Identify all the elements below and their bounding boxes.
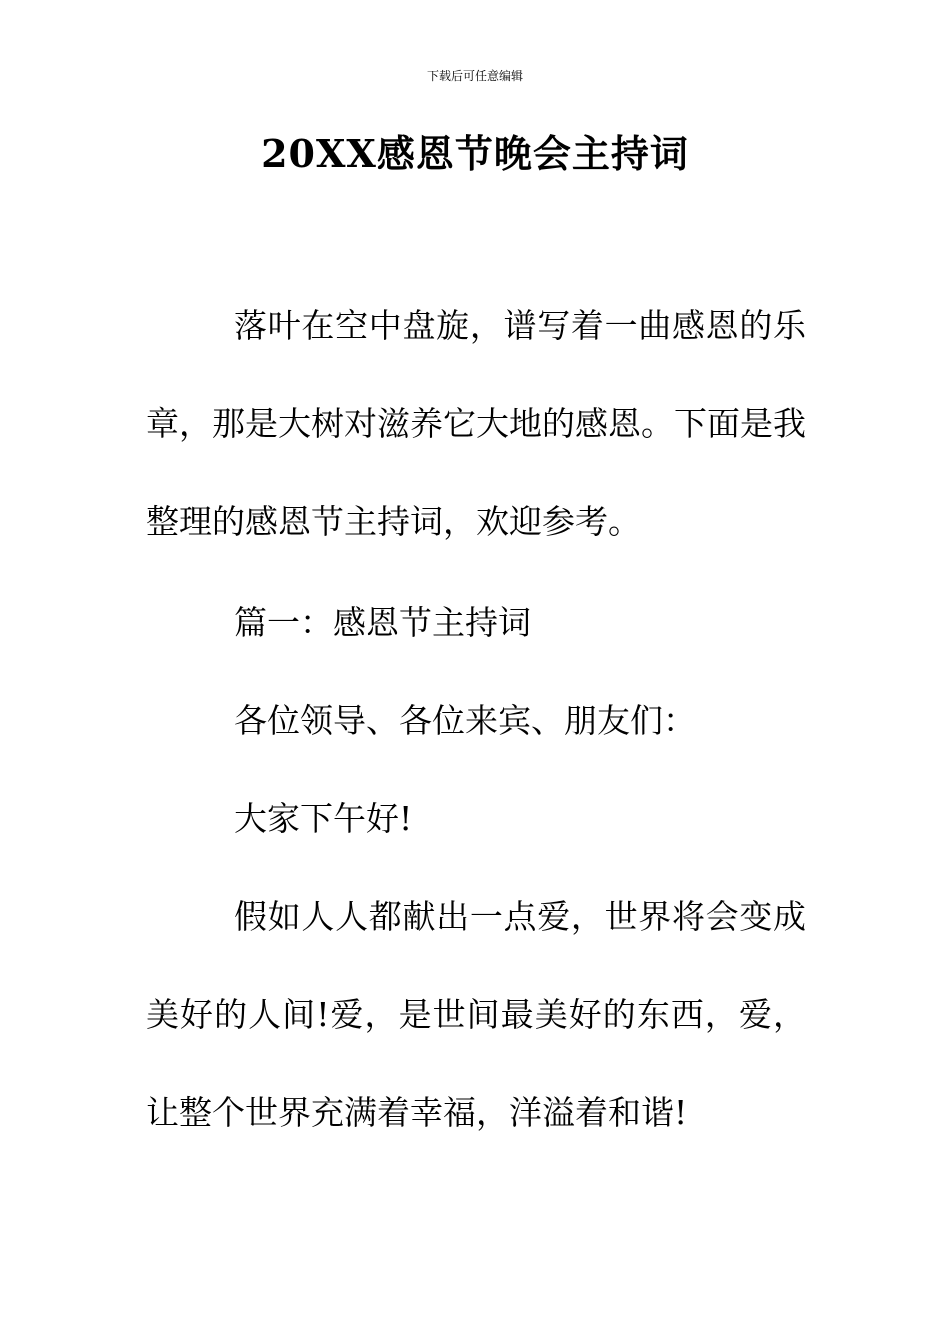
section-heading: 篇一：感恩节主持词 (234, 603, 531, 642)
document-title: 20XX感恩节晚会主持词 (261, 131, 689, 176)
salutation-paragraph: 大家下午好! (234, 799, 413, 838)
body-paragraph: 假如人人都献出一点爱，世界将会变成美好的人间!爱，是世间最美好的东西，爱，让整个世界充满着幸福，洋溢着和谐! (146, 897, 806, 1132)
intro-paragraph: 落叶在空中盘旋，谱写着一曲感恩的乐章，那是大树对滋养它大地的感恩。下面是我整理的感恩节主持词，欢迎参考。 (146, 306, 806, 541)
greeting-paragraph: 各位领导、各位来宾、朋友们： (234, 701, 696, 740)
header-note: 下载后可任意编辑 (426, 69, 523, 83)
